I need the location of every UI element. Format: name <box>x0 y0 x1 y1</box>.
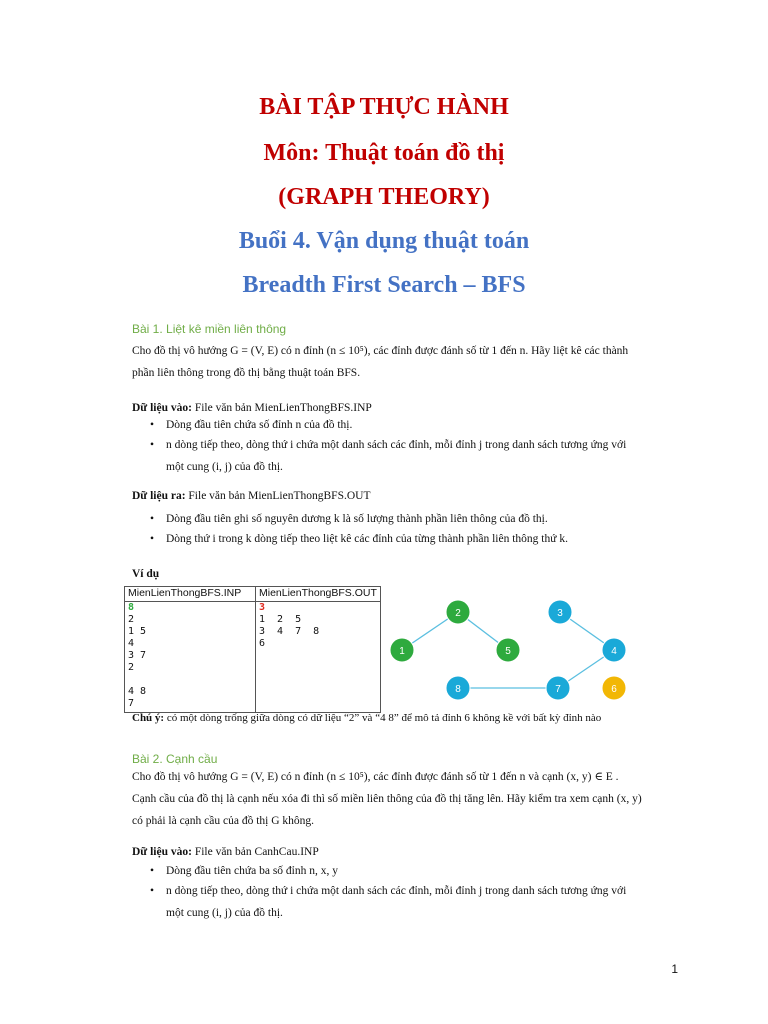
graph-node-4 <box>602 638 626 662</box>
bullet-icon: • <box>150 885 155 897</box>
table-line: 2 <box>128 662 135 673</box>
ex2-input-bullet-2: • n dòng tiếp theo, dòng thứ i chứa một danh sách các đỉnh, mỗi đỉnh j trong danh sách tương ứng với một cung (i, j) của đồ thị. <box>150 880 642 924</box>
graph-node-7 <box>546 676 570 700</box>
input-file: File văn bản MienLienThongBFS.INP <box>191 402 372 414</box>
title-line-3: (GRAPH THEORY) <box>278 184 490 210</box>
ex1-output-bullet-1: • Dòng đầu tiên ghi số nguyên dương k là số lượng thành phần liên thông của đồ thị. <box>150 508 642 530</box>
graph-node-3 <box>548 600 572 624</box>
svg-text:1: 1 <box>399 646 405 657</box>
inp-content <box>128 602 252 710</box>
table-header-inp: MienLienThongBFS.INP <box>125 587 256 602</box>
note <box>132 712 601 724</box>
ex1-input-bullet-1: • Dòng đầu tiên chứa số đỉnh n của đồ thị. <box>150 414 642 436</box>
ex2-input-bullet-1: • Dòng đầu tiên chứa ba số đỉnh n, x, y <box>150 860 642 882</box>
input-label: Dữ liệu vào: <box>132 846 192 858</box>
out-content <box>259 602 377 650</box>
title-line-5: Breadth First Search – BFS <box>242 272 526 298</box>
svg-text:8: 8 <box>455 684 461 695</box>
graph-node-5 <box>496 638 520 662</box>
example-label: Ví dụ <box>132 568 160 580</box>
svg-text:4: 4 <box>611 646 617 657</box>
bullet-icon: • <box>150 439 155 451</box>
table-line: 6 <box>259 638 266 649</box>
table-line: 4 8 <box>128 686 147 697</box>
ex2-input-label <box>132 846 319 858</box>
table-line: 4 <box>128 638 135 649</box>
ex1-heading: Bài 1. Liệt kê miền liên thông <box>132 322 287 336</box>
svg-text:6: 6 <box>611 684 617 695</box>
table-line: 8 <box>128 602 135 613</box>
ex1-output-label <box>132 490 370 502</box>
table-line <box>128 674 252 686</box>
title-line-2: Môn: Thuật toán đồ thị <box>263 140 505 166</box>
table-line: 2 <box>128 614 135 625</box>
input-file: File văn bản CanhCau.INP <box>191 846 319 858</box>
example-table <box>124 586 381 713</box>
ex1-output-bullet-2: • Dòng thứ i trong k dòng tiếp theo liệt kê các đỉnh của từng thành phần liên thông thứ k. <box>150 528 642 550</box>
title-line-4: Buổi 4. Vận dụng thuật toán <box>238 228 530 254</box>
table-header-out: MienLienThongBFS.OUT <box>256 587 381 602</box>
ex1-input-label <box>132 402 372 414</box>
bullet-icon: • <box>150 513 155 525</box>
output-label: Dữ liệu ra: <box>132 490 186 502</box>
graph-node-8 <box>446 676 470 700</box>
bullet-icon: • <box>150 865 155 877</box>
graph-node-1 <box>390 638 414 662</box>
svg-text:2: 2 <box>455 608 461 619</box>
ex2-heading: Bài 2. Cạnh cầu <box>132 752 218 766</box>
title-line-1: BÀI TẬP THỰC HÀNH <box>259 94 509 120</box>
table-line: 1 2 5 <box>259 614 302 625</box>
ex1-input-bullet-2: • n dòng tiếp theo, dòng thứ i chứa một danh sách các đỉnh, mỗi đỉnh j trong danh sách tương ứng với một cung (i, j) của đồ thị. <box>150 434 642 478</box>
page-number: 1 <box>671 962 678 976</box>
input-label: Dữ liệu vào: <box>132 402 192 414</box>
ex1-description: Cho đồ thị vô hướng G = (V, E) có n đỉnh (n ≤ 10⁵), các đỉnh được đánh số từ 1 đến n. Hãy liệt kê các thành phần liên thông trong đồ thị bằng thuật toán BFS. <box>132 345 629 379</box>
svg-text:3: 3 <box>557 608 563 619</box>
table-line: 3 <box>259 602 266 613</box>
ex2-description: Cho đồ thị vô hướng G = (V, E) có n đỉnh (n ≤ 10⁵), các đỉnh được đánh số từ 1 đến n và cạnh (x, y) ∈ E . Cạnh cầu của đồ thị là cạnh nếu xóa đi thì số miền liên thông của đồ thị tăng lên. Hãy kiểm tra xem cạnh (x, y) có phải là cạnh cầu của đồ thị G không. <box>132 771 642 827</box>
example-graph <box>384 598 654 702</box>
table-line: 7 <box>128 698 135 709</box>
graph-node-2 <box>446 600 470 624</box>
svg-text:7: 7 <box>555 684 561 695</box>
bullet-icon: • <box>150 419 155 431</box>
graph-node-6 <box>602 676 626 700</box>
note-label: Chú ý: <box>132 712 165 724</box>
note-text: có một dòng trống giữa dòng có dữ liệu “2” và “4 8” để mô tả đỉnh 6 không kề với bất kỳ đỉnh nào <box>164 712 602 724</box>
table-line: 3 4 7 8 <box>259 626 320 637</box>
bullet-icon: • <box>150 533 155 545</box>
table-line: 1 5 <box>128 626 147 637</box>
svg-text:5: 5 <box>505 646 511 657</box>
table-line: 3 7 <box>128 650 147 661</box>
output-file: File văn bản MienLienThongBFS.OUT <box>185 490 371 502</box>
